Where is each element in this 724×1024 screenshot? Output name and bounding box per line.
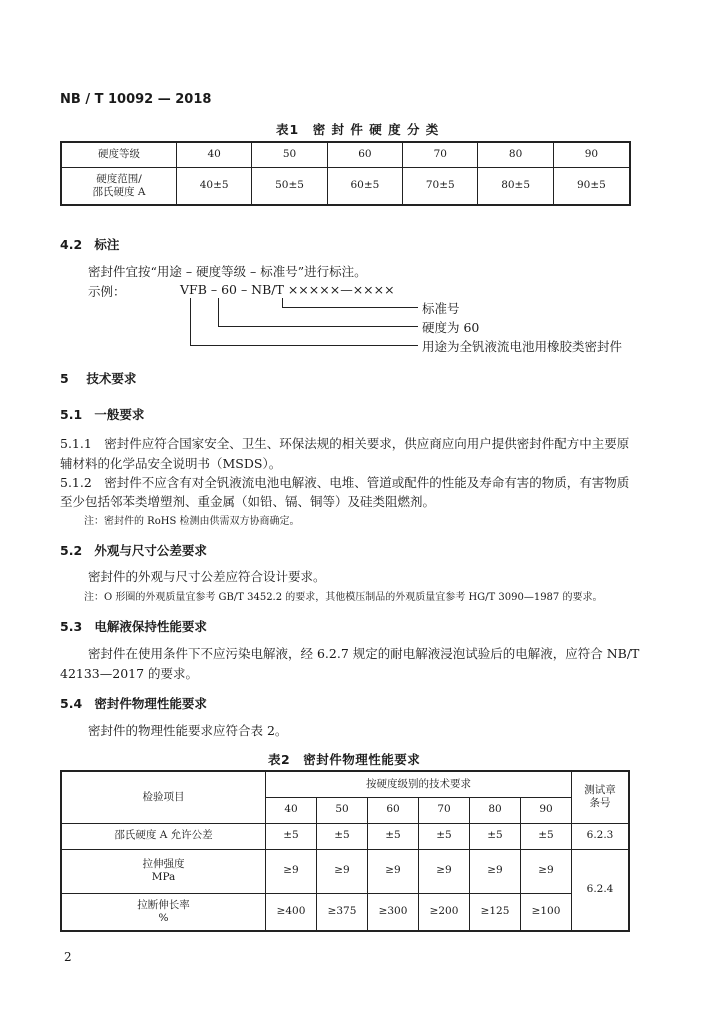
example-code: VFB – 60 – NB/T ×××××—×××× [180,282,395,297]
table2-caption: 表2 密封件物理性能要求 [268,752,421,767]
table2-cell: ≥200 [419,893,470,931]
table2-grade-cell: 80 [470,797,521,823]
section-5-4-heading [60,694,207,712]
page-number: 2 [64,950,72,964]
section-5-heading [60,369,136,387]
note-rohs: 注：密封件的 RoHS 检测由供需双方协商确定。 [84,516,300,527]
table2-row-label-line1: 拉断伸长率 [137,898,190,911]
table1-range-label-line2: 邵氏硬度 A [92,185,146,198]
clause-5-1-2-line2: 至少包括邻苯类增塑剂、重金属（如铅、镉、铜等）及硅类阻燃剂。 [60,494,436,509]
section-5-1-heading [60,405,144,423]
table1-range-label-line1: 硬度范围/ [96,172,142,185]
section-title: 技术要求 [86,371,137,386]
section-title: 标注 [94,237,120,252]
table2-cell: ≥125 [470,893,521,931]
table2-item-header: 检验项目 [61,771,266,823]
table2-cell: ≥300 [368,893,419,931]
leader-line-usage-vertical [190,298,191,346]
section-title: 密封件物理性能要求 [94,696,207,711]
table1-cell: 90±5 [553,167,630,205]
table2-cell: ≥9 [368,849,419,893]
example-label: 示例： [88,284,126,299]
table1-range-label [61,167,177,205]
clause-5-1-2-line1: 5.1.2 密封件不应含有对全钒液流电池电解液、电堆、管道或配件的性能及寿命有害的物质，有害物质 [60,475,630,490]
table2-row-label-line1: 拉伸强度 [142,857,185,870]
table2-row-label [61,893,266,931]
table1-range-row [61,167,630,205]
table1-cell: 90 [553,142,630,167]
table2-cell: ≥9 [266,849,317,893]
table2-cell: ≥9 [521,849,572,893]
leader-line-hardness-horizontal [218,326,418,327]
table1-cell: 40±5 [177,167,252,205]
legend-usage: 用途为全钒液流电池用橡胶类密封件 [422,339,623,354]
table1-cell: 60±5 [327,167,402,205]
section-number: 5 [60,371,69,386]
section-number: 5.1 [60,407,83,422]
table-row [61,849,629,893]
table2-row-label: 邵氏硬度 A 允许公差 [61,823,266,849]
table1-cell: 80 [478,142,553,167]
table2-cell: ±5 [317,823,368,849]
table2-grade-cell: 40 [266,797,317,823]
table2-cell: ±5 [419,823,470,849]
leader-line-usage-horizontal [190,345,418,346]
section-number: 5.4 [60,696,83,711]
table2-grade-cell: 60 [368,797,419,823]
table2-cell: ±5 [521,823,572,849]
table1-cell: 70±5 [403,167,478,205]
table2-cell: ≥9 [419,849,470,893]
table2-cell: ±5 [368,823,419,849]
leader-line-standard-horizontal [282,307,418,308]
section-number: 5.2 [60,543,83,558]
table2-cell: ≥9 [470,849,521,893]
table2-cell: ±5 [266,823,317,849]
physical-properties-table [60,770,630,932]
table1-cell: 60 [327,142,402,167]
table2-cell: ±5 [470,823,521,849]
hardness-classification-table [60,141,631,206]
table1-cell: 40 [177,142,252,167]
section-5-2-heading [60,541,207,559]
table2-clause-cell: 6.2.4 [572,849,630,931]
table2-cell: ≥375 [317,893,368,931]
table1-cell: 80±5 [478,167,553,205]
section-4-2-heading [60,235,119,253]
section-5-2-text: 密封件的外观与尺寸公差应符合设计要求。 [88,569,326,584]
section-number: 5.3 [60,619,83,634]
section-title: 一般要求 [94,407,145,422]
table2-row-label-line2: MPa [151,871,176,883]
table2-clause-header [572,771,630,823]
table-row [61,893,629,931]
table1-caption: 表1 密 封 件 硬 度 分 类 [276,122,440,137]
section-title: 电解液保持性能要求 [94,619,207,634]
table2-cell: ≥9 [317,849,368,893]
leader-line-hardness-vertical [218,298,219,327]
section-number: 4.2 [60,237,83,252]
table2-grade-cell: 70 [419,797,470,823]
table2-cell: ≥400 [266,893,317,931]
legend-hardness: 硬度为 60 [422,320,480,335]
note-o-ring: 注：O 形圈的外观质量宜参考 GB/T 3452.2 的要求，其他模压制品的外观质量宜参考 HG/T 3090—1987 的要求。 [84,592,603,603]
table2-group-header: 按硬度级别的技术要求 [266,771,572,797]
table1-cell: 70 [403,142,478,167]
table1-grade-label: 硬度等级 [61,142,177,167]
clause-5-1-1-line1: 5.1.1 密封件应符合国家安全、卫生、环保法规的相关要求，供应商应向用户提供密封件配方中主要原 [60,436,630,451]
section-5-3-line2: 42133—2017 的要求。 [60,666,199,681]
table2-clause-cell: 6.2.3 [572,823,630,849]
clause-5-1-1-line2: 辅材料的化学品安全说明书（MSDS）。 [60,456,282,471]
section-5-3-line1: 密封件在使用条件下不应污染电解液，经 6.2.7 规定的耐电解液浸泡试验后的电解液，应符合 NB/T [88,646,640,661]
table1-grade-row [61,142,630,167]
table2-header-row [61,771,629,797]
table2-row-label-line2: % [158,911,169,924]
section-title: 外观与尺寸公差要求 [94,543,207,558]
legend-standard: 标准号 [422,301,460,316]
table1-cell: 50 [252,142,327,167]
table2-row-label [61,849,266,893]
section-5-3-heading [60,617,207,635]
section-4-2-text: 密封件宜按“用途 – 硬度等级 – 标准号”进行标注。 [88,264,367,279]
table2-cell: ≥100 [521,893,572,931]
table1-cell: 50±5 [252,167,327,205]
table-row [61,823,629,849]
table2-clause-header-line1: 测试章 [584,784,616,797]
section-5-4-text: 密封件的物理性能要求应符合表 2。 [88,723,288,738]
table2-grade-cell: 90 [521,797,572,823]
standard-number: NB / T 10092 — 2018 [60,92,212,107]
table2-clause-header-line2: 条号 [589,797,611,810]
table2-grade-cell: 50 [317,797,368,823]
